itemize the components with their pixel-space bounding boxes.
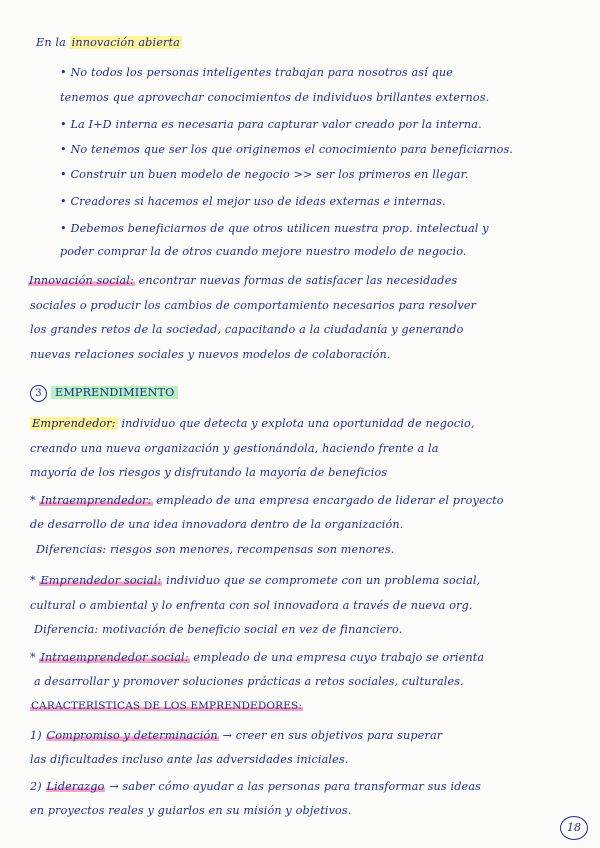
intrapreneur-line-2: de desarrollo de una idea innovadora dentro de la organización. — [30, 518, 404, 531]
social-entrepreneur-line-2: cultural o ambiental y lo enfrenta con sol innovadora a través de nueva org. — [30, 599, 473, 612]
social-innovation-line-3: los grandes retos de la sociedad, capacitando a la ciudadanía y generando — [30, 323, 464, 336]
social-entrepreneur-difference: Diferencia: motivación de beneficio social en vez de financiero. — [34, 623, 403, 636]
bullet-1-line-1: • No todos los personas inteligentes trabajan para nosotros así que — [60, 66, 454, 79]
subheading-prefix: En la — [36, 36, 66, 49]
bullet-4: • Construir un buen modelo de negocio >> ser los primeros en llegar. — [60, 168, 469, 181]
entrepreneur-line-2: creando una nueva organización y gestionándola, haciendo frente a la — [30, 442, 439, 455]
intrapreneur-differences: Diferencias: riesgos son menores, recompensas son menores. — [36, 543, 395, 556]
social-intrapreneur-text: empleado de una empresa cuyo trabajo se orienta — [193, 651, 485, 664]
social-entrepreneur-term: Emprendedor social: — [40, 574, 162, 587]
social-innovation-text: encontrar nuevas formas de satisfacer las necesidades — [138, 274, 458, 287]
section-heading — [30, 385, 600, 402]
intrapreneur-term: Intraemprendedor: — [40, 494, 152, 507]
social-intrapreneur-term: Intraemprendedor social: — [40, 651, 189, 664]
characteristic-2-number: 2) — [30, 780, 42, 793]
bullet-3: • No tenemos que ser los que originemos el conocimiento para beneficiarnos. — [60, 143, 514, 156]
characteristic-1-line-2: las dificultades incluso ante las adversidades iniciales. — [30, 753, 349, 766]
characteristic-2-line-1 — [30, 780, 600, 793]
characteristic-1-text: → creer en sus objetivos para superar — [222, 729, 443, 742]
star-marker: * — [30, 651, 36, 664]
bullet-2: • La I+D interna es necesaria para capturar valor creado por la interna. — [60, 118, 482, 131]
entrepreneur-line-1 — [30, 417, 600, 430]
entrepreneur-line-3: mayoría de los riesgos y disfrutando la mayoría de beneficios — [30, 466, 388, 479]
bullet-1-line-2: tenemos que aprovechar conocimientos de individuos brillantes externos. — [60, 91, 490, 104]
social-innovation-term: Innovación social: — [29, 274, 134, 287]
bullet-6-line-1: • Debemos beneficiarnos de que otros utilicen nuestra prop. intelectual y — [60, 222, 489, 235]
intrapreneur-line-1 — [30, 494, 600, 507]
bullet-5: • Creadores si hacemos el mejor uso de ideas externas e internas. — [60, 195, 446, 208]
characteristic-1-term: Compromiso y determinación — [46, 729, 218, 742]
social-innovation-line-1 — [28, 274, 600, 287]
page-number: 18 — [560, 816, 588, 840]
open-innovation-term: innovación abierta — [71, 36, 180, 49]
intrapreneur-text: empleado de una empresa encargado de liderar el proyecto — [156, 494, 504, 507]
social-innovation-line-4: nuevas relaciones sociales y nuevos modelos de colaboración. — [30, 348, 391, 361]
social-intrapreneur-line-1 — [30, 651, 600, 664]
section-title: EMPRENDIMIENTO — [51, 386, 178, 399]
characteristic-2-text: → saber cómo ayudar a las personas para transformar sus ideas — [109, 780, 482, 793]
characteristics-heading — [30, 700, 600, 712]
social-innovation-line-2: sociales o producir los cambios de comportamiento necesarios para resolver — [30, 299, 477, 312]
social-entrepreneur-line-1 — [30, 574, 600, 587]
bullet-6-line-2: poder comprar la de otros cuando mejore nuestro modelo de negocio. — [60, 245, 467, 258]
characteristic-2-term: Liderazgo — [46, 780, 105, 793]
entrepreneur-term: Emprendedor: — [32, 417, 116, 430]
characteristics-title: CARACTERÍSTICAS DE LOS EMPRENDEDORES: — [31, 700, 303, 712]
entrepreneur-text: individuo que detecta y explota una oportunidad de negocio, — [121, 417, 475, 430]
social-entrepreneur-text: individuo que se compromete con un problema social, — [166, 574, 481, 587]
star-marker: * — [30, 574, 36, 587]
characteristic-2-line-2: en proyectos reales y guiarlos en su misión y objetivos. — [30, 804, 352, 817]
star-marker: * — [30, 494, 36, 507]
characteristic-1-number: 1) — [30, 729, 42, 742]
subheading — [36, 36, 600, 49]
characteristic-1-line-1 — [30, 729, 600, 742]
section-number: 3 — [30, 385, 47, 402]
social-intrapreneur-line-2: a desarrollar y promover soluciones prácticas a retos sociales, culturales. — [34, 675, 464, 688]
